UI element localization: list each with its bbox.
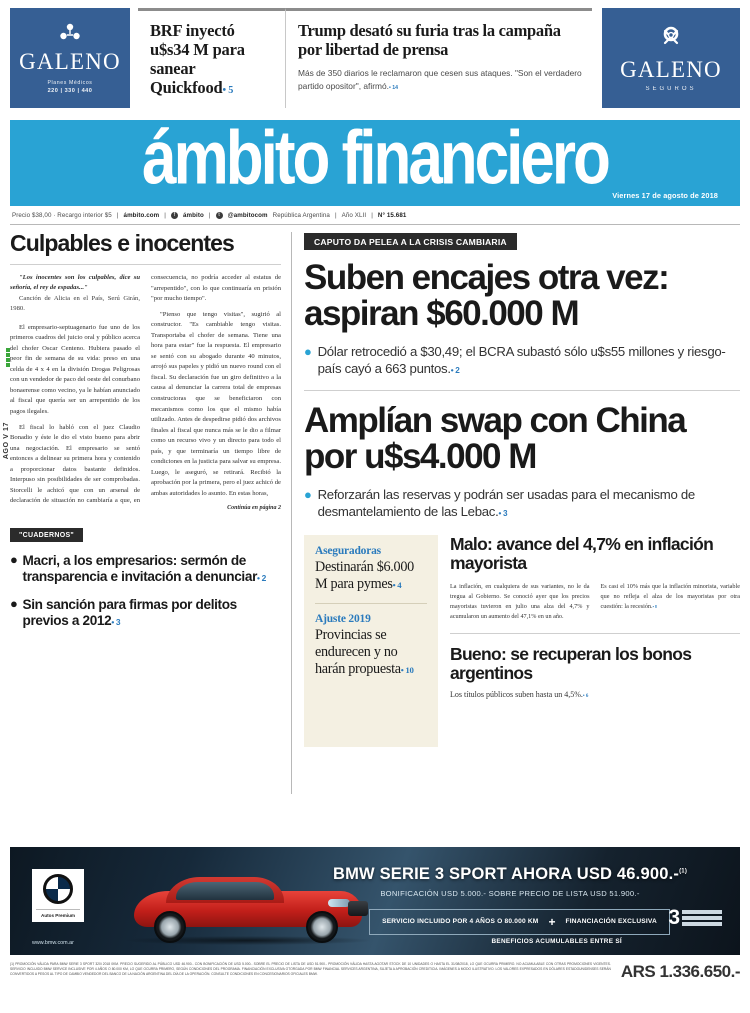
galeno-plan-numbers: 220 | 330 | 440 xyxy=(47,87,93,94)
bmw-benefits-box xyxy=(369,909,670,935)
masthead xyxy=(10,116,740,206)
edition-stamp: AGO V 17 xyxy=(3,422,10,460)
info-bar: Precio $38,00 · Recargo interior $5 | ámbito.com | f ámbito | t @ambitocom República Argentina | Año XLII | N° 15.681 xyxy=(10,206,740,225)
divider xyxy=(315,603,427,604)
country-label: República Argentina xyxy=(272,212,330,219)
bmw-footnote-marker: (1) xyxy=(679,868,688,875)
news-stack xyxy=(450,535,740,747)
lead-headline[interactable]: Suben encajes otra vez: aspiran $60.000 M xyxy=(304,258,669,334)
galeno-trefoil-icon xyxy=(59,23,81,46)
brf-page-ref: • 5 xyxy=(222,85,234,97)
second-headline[interactable]: Amplían swap con China por u$s4.000 M xyxy=(304,401,686,477)
cuadernos-item-text: Sin sanción para firmas por delitos previos a 2012• 3 xyxy=(22,596,237,629)
content-grid xyxy=(3,230,740,794)
trump-story[interactable] xyxy=(286,8,592,108)
galeno-seguros-wordmark: GALENO xyxy=(620,56,722,82)
bonds-summary: Los títulos públicos suben hasta un 4,5%.• 6 xyxy=(450,690,589,700)
bmw-advertisement[interactable] xyxy=(10,847,740,955)
opinion-epigraph-source: Canción de Alicia en el País, Serú Girán, 1980. xyxy=(10,294,140,313)
bonds-headline[interactable]: Bueno: se recuperan los bonos argentinos xyxy=(450,643,692,684)
bullet-dot-icon: ● xyxy=(304,487,312,503)
brief-item[interactable] xyxy=(315,545,427,593)
top-strip xyxy=(10,8,740,108)
brief-label: Ajuste 2019 xyxy=(315,612,371,625)
ad-peso-price: ARS 1.336.650.- xyxy=(620,962,740,981)
cuadernos-section-tag: "CUADERNOS" xyxy=(10,528,83,542)
page-ref: • 3 xyxy=(111,617,121,628)
bmw-logo xyxy=(32,869,84,922)
page-ref: • 6 xyxy=(582,694,589,700)
trump-page-ref: • 14 xyxy=(388,84,398,91)
galeno-tagline: Planes Médicos xyxy=(47,79,93,86)
newspaper-title: ámbito financiero xyxy=(142,116,608,201)
lower-section xyxy=(304,535,740,747)
bmw-offer-headline: BMW SERIE 3 SPORT AHORA USD 46.900.-$^{(1)}$ xyxy=(332,865,688,883)
ad-fine-print-row xyxy=(10,962,740,982)
plus-icon: + xyxy=(548,915,556,929)
inflation-headline[interactable]: Malo: avance del 4,7% en inflación mayorista xyxy=(450,533,714,573)
lead-summary-text: Dólar retrocedió a $30,49; el BCRA subastó sólo u$s55 millones y riesgo-país cayó a 663 puntos.• 2 xyxy=(317,344,726,376)
bmw-offer-header xyxy=(300,865,720,898)
divider xyxy=(450,633,740,634)
brief-label: Aseguradoras xyxy=(315,544,381,557)
page-ref: • 2 xyxy=(257,573,266,584)
publication-date: Viernes 17 de agosto de 2018 xyxy=(612,191,718,200)
brf-story[interactable] xyxy=(138,8,286,108)
bullet-dot-icon: ● xyxy=(304,344,312,360)
bmw-three-number: 3 xyxy=(668,906,680,929)
news-paragraph: La inflación, en cualquiera de sus variantes, no le da tregua al Gobierno. Se conoció ayer que los precios mayoristas tuvieron en julio una alza del 4,7% y acumularon un aumento del 47,1% en un año. xyxy=(450,583,590,620)
right-column xyxy=(292,232,740,794)
bmw-offer-subline: BONIFICACIÓN USD 5.000.- SOBRE PRECIO DE LISTA USD 51.900.- xyxy=(380,889,640,898)
year-label: Año XLII xyxy=(341,212,367,219)
trump-summary: Más de 350 diarios le reclamaron que cesen sus ataques. "Son el verdadero partido opositor", afirmó.• 14 xyxy=(298,67,582,91)
bmw-accumulate-note: BENEFICIOS ACUMULABLES ENTRE SÍ xyxy=(491,938,622,945)
opinion-paragraph: El empresario-septuagenario fue uno de los primeros cuadros del juicio oral y público acerca del chofer Oscar Centeno. Hubiera pasado el peor fin de semana de su vida: preso en una celda de 4 x 4 en la división Drogas Peligrosas con un vendedor de paco del oeste del conurbano bonaerense como vecino, ya le habían anunciado al fiscal que quería ser un arrepentido de los pagos ilegales. xyxy=(10,323,140,415)
bmw-dealer-name: Autos Premium xyxy=(36,909,80,919)
galeno-knot-icon xyxy=(658,25,684,54)
list-item[interactable] xyxy=(10,597,281,630)
bmw-three-badge xyxy=(668,906,722,929)
brief-item[interactable] xyxy=(315,613,427,678)
page-ref: • 2 xyxy=(450,365,460,375)
cuadernos-bullet-list xyxy=(10,553,281,629)
website-link[interactable]: ámbito.com xyxy=(123,212,160,219)
lead-summary[interactable] xyxy=(304,344,740,377)
price-info: Precio $38,00 · Recargo interior $5 xyxy=(12,212,112,219)
divider xyxy=(304,390,740,391)
second-summary[interactable] xyxy=(304,487,740,520)
list-item[interactable] xyxy=(10,553,281,586)
galeno-seguros-tagline: SEGUROS xyxy=(645,85,697,92)
opinion-body xyxy=(10,273,281,514)
cuadernos-item-text: Macri, a los empresarios: sermón de transparencia e invitación a denunciar• 2 xyxy=(22,553,266,585)
second-summary-text: Reforzarán las reservas y podrán ser usadas para el mecanismo de desmantelamiento de las Lebac.• 3 xyxy=(317,487,695,520)
brief-text: Provincias se endurecen y no harán propuesta• 10 xyxy=(315,626,414,677)
bmw-benefit-financing: FINANCIACIÓN EXCLUSIVA xyxy=(565,918,657,926)
opinion-paragraph: "Pienso que tengo visitas", sugirió al constructor. "Es cambiable tengo visitas. Transportaba el chofer de semana. Tiene una hora para estar" fue la respuesta. El empresario se sentó con su abogado durante 40 minutos, arrojó sus papeles y pidió un nuevo round con el fiscal. Su declaración fue un giro definitivo a la causa al denunciar la carrera total de empresas constructoras que se beneficiaron con mecanismos como los que el mismo había utilizado. Antes de despedirse pidió dos archivos finales al fiscal que nunca más se le dio a filmar como un recurso vivo y un directo para todo el país, y que terminaría un tiempo libre de condiciones en la justicia para salvar su empresa. Luego, le aseguró, se retirará. Recibió la aprobación por la primera, pero el juez achicó de ambas autoridades lo asunto. En estas horas, xyxy=(151,310,281,497)
brief-text: Destinarán $6.000 M para pymes• 4 xyxy=(315,558,414,592)
lead-kicker: CAPUTO DA PELEA A LA CRISIS CAMBIARIA xyxy=(304,233,517,250)
galeno-seguros-ad[interactable] xyxy=(602,8,740,108)
galeno-planes-medicos-ad[interactable] xyxy=(10,8,130,108)
bmw-benefit-service: SERVICIO INCLUIDO POR 4 AÑOS O 80.000 KM xyxy=(382,918,539,926)
twitter-icon[interactable]: t xyxy=(216,212,223,219)
issue-number: N° 15.681 xyxy=(377,212,407,219)
bmw-three-bars-icon xyxy=(682,910,722,926)
page-ref: • 3 xyxy=(498,509,508,519)
twitter-handle[interactable]: @ambitocom xyxy=(227,212,268,219)
bmw-website-url[interactable]: www.bmw.com.ar xyxy=(32,940,74,946)
bullet-dot-icon: ● xyxy=(10,595,18,611)
ad-legal-text: (1) PROMOCIÓN VÁLIDA PARA BMW SERIE 3 SPORT 320i 2018 0KM. PRECIO SUGERIDO AL PÚBLICO USD 46.900.- CON BONIFICACIÓN DE USD 5.000.- SOBRE EL PRECIO DE LISTA DE USD 51.900.- PROMOCIÓN VÁLIDA HASTA AGOTAR STOCK DE 10 UNIDADES O HASTA EL 31/08/2018, LO QUE OCURRA PRIMERO. NO ACUMULABLE CON OTRAS PROMOCIONES VIGENTES. SERVICIO INCLUIDO BMW SERVICE INCLUSIVE POR 4 AÑOS O 80.000 KM, LO QUE OCURRA PRIMERO, SEGÚN CONDICIONES DEL PROGRAMA. FINANCIACIÓN EXCLUSIVA OTORGADA POR BMW FINANCIAL SERVICES ARGENTINA, SUJETA A APROBACIÓN CREDITICIA. IMÁGENES A MODO ILUSTRATIVO. LOS VALORES EXPRESADOS EN DÓLARES ESTADOUNIDENSES SERÁN CONVERTIDOS A PESOS AL TIPO DE CAMBIO VENDEDOR DEL BANCO DE LA NACIÓN ARGENTINA DEL DÍA DE LA OPERACIÓN. CONSULTE CONDICIONES EN CONCESIONARIOS OFICIALES BMW. xyxy=(10,962,611,977)
opinion-paragraph: El fiscal lo habló con el juez Claudio Bonadio y éste le dio el visto bueno para abrir una negociación. El empresario se sentó entonces a delinear su primera hora y contenido a proporcionar datos bastante definidos. Interpuso sin posibilidades de ser comprobadas. Storcelli le achicó que con un arsenal de declaración de situación no cambiaría a que, en consecuencia, no podría acceder al estatus de "arrepentido", con lo que continuaría en prisión "por mucho tiempo". xyxy=(10,274,281,505)
opinion-continuation[interactable]: Continúa en página 2 xyxy=(227,505,281,512)
brf-headline: BRF inyectó u$s34 M para sanear Quickfood• 5 xyxy=(150,21,245,98)
left-column xyxy=(3,230,292,794)
page-ref: • 10 xyxy=(400,664,414,675)
briefs-box xyxy=(304,535,438,747)
facebook-icon[interactable]: f xyxy=(171,212,178,219)
opinion-headline[interactable]: Culpables e inocentes xyxy=(10,232,281,265)
trump-headline: Trump desató su furia tras la campaña por libertad de prensa xyxy=(298,21,561,60)
bmw-roundel-icon xyxy=(43,874,73,904)
bullet-dot-icon: ● xyxy=(10,552,18,568)
page-ref: • 4 xyxy=(392,579,402,590)
opinion-epigraph: "Los inocentes son los culpables, dice su señoría, el rey de espadas..." xyxy=(10,274,140,292)
news-paragraph: Es casi el 10% más que la inflación minorista, variable que no refleja el alza de los mayoristas por otra cuestión: la recesión.• 8 xyxy=(600,583,740,611)
page-ref: • 8 xyxy=(652,605,657,610)
facebook-handle[interactable]: ámbito xyxy=(182,212,204,219)
qr-code-icon xyxy=(4,347,17,368)
galeno-wordmark: GALENO xyxy=(19,48,121,74)
inflation-body xyxy=(450,582,740,622)
